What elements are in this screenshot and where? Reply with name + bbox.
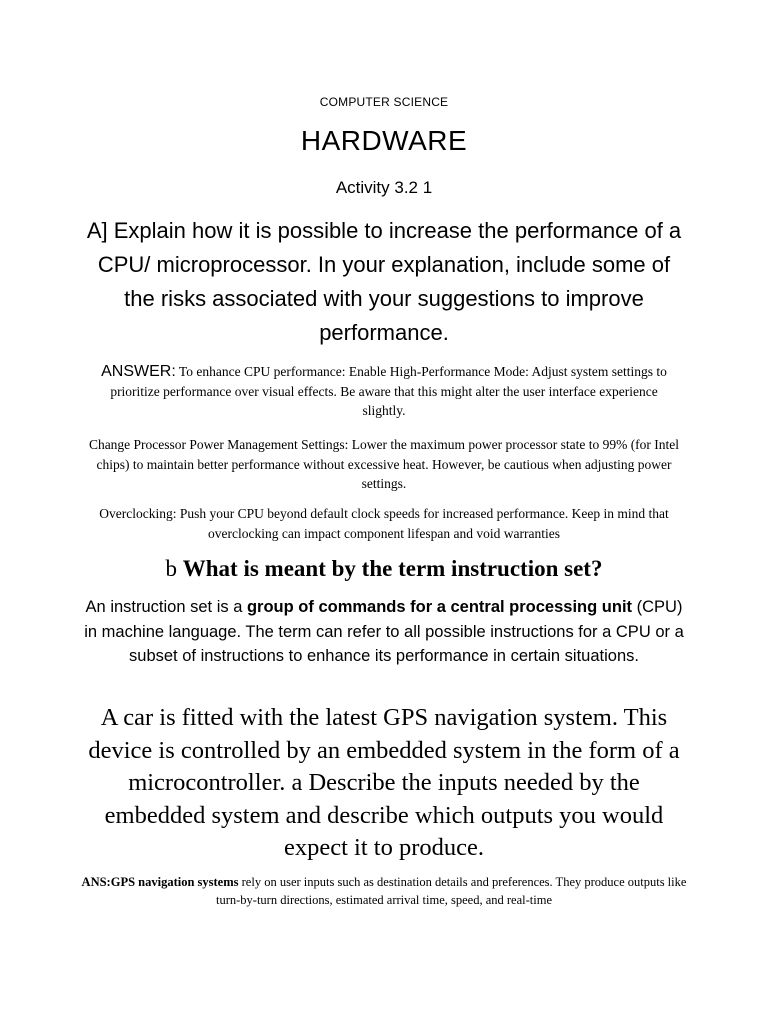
page-title: HARDWARE bbox=[300, 125, 468, 156]
question-a: A] Explain how it is possible to increase the performance of a CPU/ microprocessor. In your explanation, include some of the risks associated with your suggestions to improve performance. bbox=[86, 218, 682, 345]
answer-label: ANSWER: bbox=[101, 363, 176, 380]
answer-b-part2: (CPU) in machine language. The term can refer to all possible instructions for a CPU or a subset of instructions to enhance its performance in certain situations. bbox=[84, 598, 684, 665]
answer-c-bold: ANS:GPS navigation systems bbox=[81, 875, 239, 889]
question-b bbox=[0, 553, 768, 585]
answer-a-overclocking: Overclocking: Push your CPU beyond default clock speeds for increased performance. Keep in mind that overclocking can impact component lifespan and void warranties bbox=[99, 506, 669, 541]
answer-a-power-settings: Change Processor Power Management Settings: Lower the maximum power processor state to 99% (for Intel chips) to maintain better performance without excessive heat. However, be cautious when adjusting power settings. bbox=[88, 437, 680, 491]
answer-a-intro-text: To enhance CPU performance: Enable High-Performance Mode: Adjust system settings to prioritize performance over visual effects. Be aware that this might alter the user interface experience slightly. bbox=[110, 364, 667, 418]
answer-c-rest: rely on user inputs such as destination details and preferences. They produce outputs like turn-by-turn directions, estimated arrival time, speed, and real-time bbox=[216, 875, 687, 907]
question-c: A car is fitted with the latest GPS navigation system. This device is controlled by an embedded system in the form of a microcontroller. a Describe the inputs needed by the embedded system and describe which outputs you would expect it to produce. bbox=[88, 704, 680, 861]
answer-b bbox=[80, 595, 688, 669]
activity-label: Activity 3.2 1 bbox=[335, 178, 433, 197]
question-b-prefix: b bbox=[165, 556, 183, 581]
question-b-text: What is meant by the term instruction set? bbox=[182, 556, 603, 581]
answer-b-bold: group of commands for a central processing unit bbox=[246, 598, 633, 616]
subject-heading: COMPUTER SCIENCE bbox=[319, 95, 449, 109]
answer-b-part1: An instruction set is a bbox=[85, 598, 247, 616]
answer-c bbox=[80, 873, 688, 909]
answer-a-intro bbox=[88, 362, 680, 421]
